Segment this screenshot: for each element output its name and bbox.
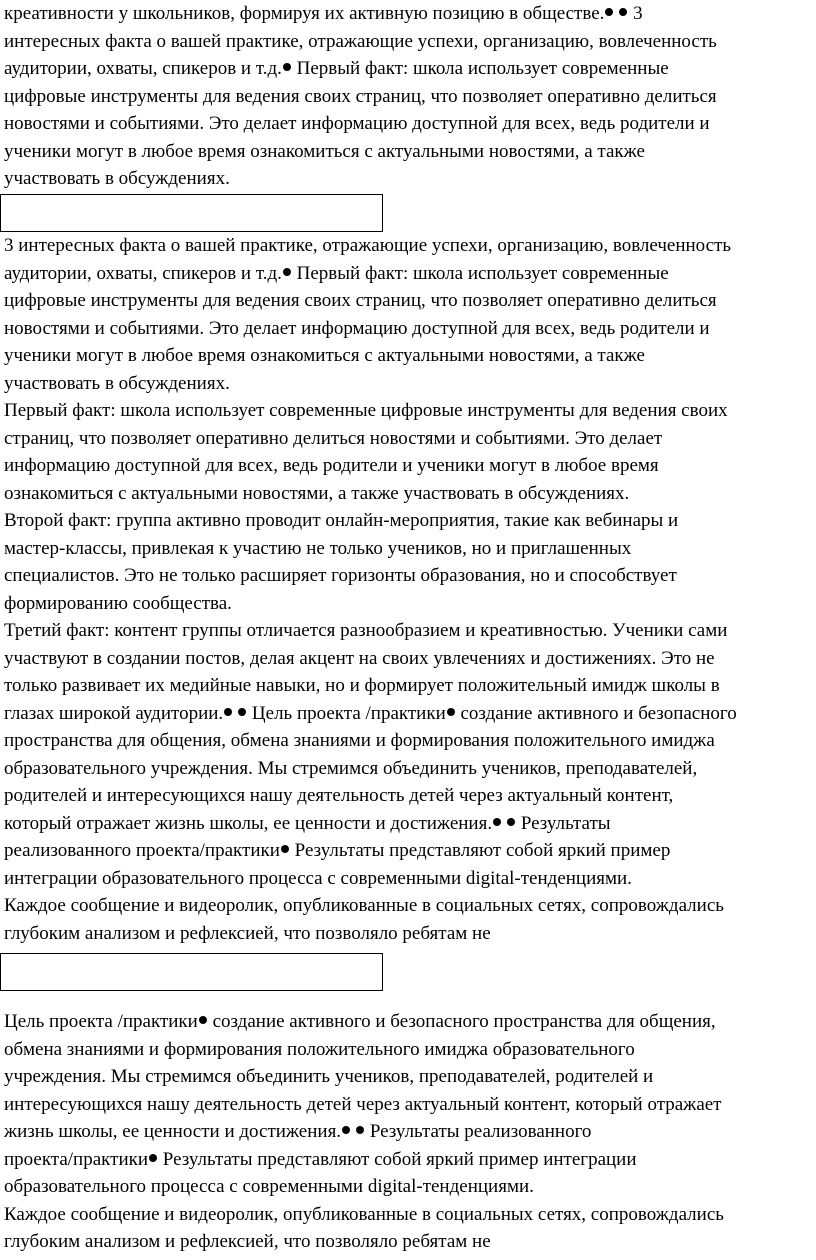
text-line: Каждое сообщение и видеоролик, опубликованные в социальных сетях, сопровождались <box>4 1203 724 1225</box>
empty-frame <box>0 194 383 232</box>
bullet-icon <box>447 708 455 716</box>
text-line: цифровые инструменты для ведения своих страниц, что позволяет оперативно делиться <box>4 85 717 107</box>
text-line: проекта/практики Результаты представляют собой яркий пример интеграции <box>4 1148 637 1170</box>
text-line: аудитории, охваты, спикеров и т.д. Первый факт: школа использует современные <box>4 262 669 284</box>
text-line: цифровые инструменты для ведения своих страниц, что позволяет оперативно делиться <box>4 290 717 311</box>
text-line: Каждое сообщение и видеоролик, опубликованные в социальных сетях, сопровождались <box>4 895 724 916</box>
bullet-icon <box>342 1126 350 1134</box>
paragraph-intro <box>0 0 816 193</box>
bullet-icon <box>493 818 501 826</box>
text-line: пространства для общения, обмена знаниями и формирования положительного имиджа <box>4 730 715 751</box>
text-line: ученики могут в любое время ознакомиться с актуальными новостями, а также <box>4 140 645 162</box>
text-line: страниц, что позволяет оперативно делиться новостями и событиями. Это делает <box>4 427 663 449</box>
paragraph-facts <box>0 232 816 947</box>
text-line: интеграции образовательного процесса с современными digital-тенденциями. <box>4 867 632 889</box>
text-line: учреждения. Мы стремимся объединить учеников, преподавателей, родителей и <box>4 1066 654 1087</box>
text-line: Цель проекта /практики создание активного и безопасного пространства для общения, <box>4 1011 716 1032</box>
text-line: обмена знаниями и формирования положительного имиджа образовательного <box>4 1038 635 1060</box>
empty-frame <box>0 953 383 991</box>
bullet-icon <box>619 8 627 16</box>
text-line: образовательного учреждения. Мы стремимся объединить учеников, преподавателей, <box>4 757 698 779</box>
text-line: ученики могут в любое время ознакомиться с актуальными новостями, а также <box>4 345 645 366</box>
text-line: участвовать в обсуждениях. <box>4 168 230 189</box>
bullet-icon <box>281 845 289 853</box>
text-line: 3 интересных факта о вашей практике, отражающие успехи, организацию, вовлеченность <box>4 235 732 256</box>
bullet-icon <box>283 268 291 276</box>
text-line: глубоким анализом и рефлексией, что позволяло ребятам не <box>4 922 491 944</box>
text-line: креативности у школьников, формируя их активную позицию в обществе. 3 <box>4 3 643 24</box>
bullet-icon <box>238 708 246 716</box>
text-line: Первый факт: школа использует современные цифровые инструменты для ведения своих <box>4 400 728 421</box>
text-line: участвовать в обсуждениях. <box>4 372 230 394</box>
bullet-icon <box>605 8 613 16</box>
text-line: формированию сообщества. <box>4 592 232 614</box>
text-line: реализованного проекта/практики Результаты представляют собой яркий пример <box>4 840 671 861</box>
text-line: интересующихся нашу деятельность детей через актуальный контент, который отражает <box>4 1093 722 1115</box>
text-line: глазах широкой аудитории. Цель проекта /практики создание активного и безопасного <box>4 702 737 724</box>
text-line: ознакомиться с актуальными новостями, а также участвовать в обсуждениях. <box>4 482 630 504</box>
bullet-icon <box>283 63 291 71</box>
text-line: информацию доступной для всех, ведь родители и ученики могут в любое время <box>4 455 659 476</box>
text-line: участвуют в создании постов, делая акцент на своих увлечениях и достижениях. Это не <box>4 647 715 669</box>
text-line: родителей и интересующихся нашу деятельность детей через актуальный контент, <box>4 785 674 806</box>
text-line: новостями и событиями. Это делает информацию доступной для всех, ведь родители и <box>4 113 710 134</box>
text-line: аудитории, охваты, спикеров и т.д. Первый факт: школа использует современные <box>4 58 669 79</box>
text-line: новостями и событиями. Это делает информацию доступной для всех, ведь родители и <box>4 317 710 339</box>
bullet-icon <box>356 1126 364 1134</box>
bullet-icon <box>507 818 515 826</box>
text-line: специалистов. Это не только расширяет горизонты образования, но и способствует <box>4 565 677 586</box>
text-line: мастер-классы, привлекая к участию не только учеников, но и приглашенных <box>4 537 632 559</box>
bullet-icon <box>149 1154 157 1162</box>
bullet-icon <box>224 708 232 716</box>
text-line: который отражает жизнь школы, ее ценности и достижения. Результаты <box>4 812 611 834</box>
text-line: интересных факта о вашей практике, отражающие успехи, организацию, вовлеченность <box>4 30 717 52</box>
paragraph-goal <box>0 1008 816 1256</box>
bullet-icon <box>199 1016 207 1024</box>
text-line: Второй факт: группа активно проводит онлайн-мероприятия, такие как вебинары и <box>4 510 679 531</box>
text-line: Третий факт: контент группы отличается разнообразием и креативностью. Ученики сами <box>4 620 728 641</box>
text-line: образовательного процесса с современными digital-тенденциями. <box>4 1176 534 1197</box>
text-line: жизнь школы, ее ценности и достижения. Результаты реализованного <box>4 1121 592 1142</box>
text-line: глубоким анализом и рефлексией, что позволяло ребятам не <box>4 1231 491 1252</box>
text-line: только развивает их медийные навыки, но и формирует положительный имидж школы в <box>4 675 720 696</box>
